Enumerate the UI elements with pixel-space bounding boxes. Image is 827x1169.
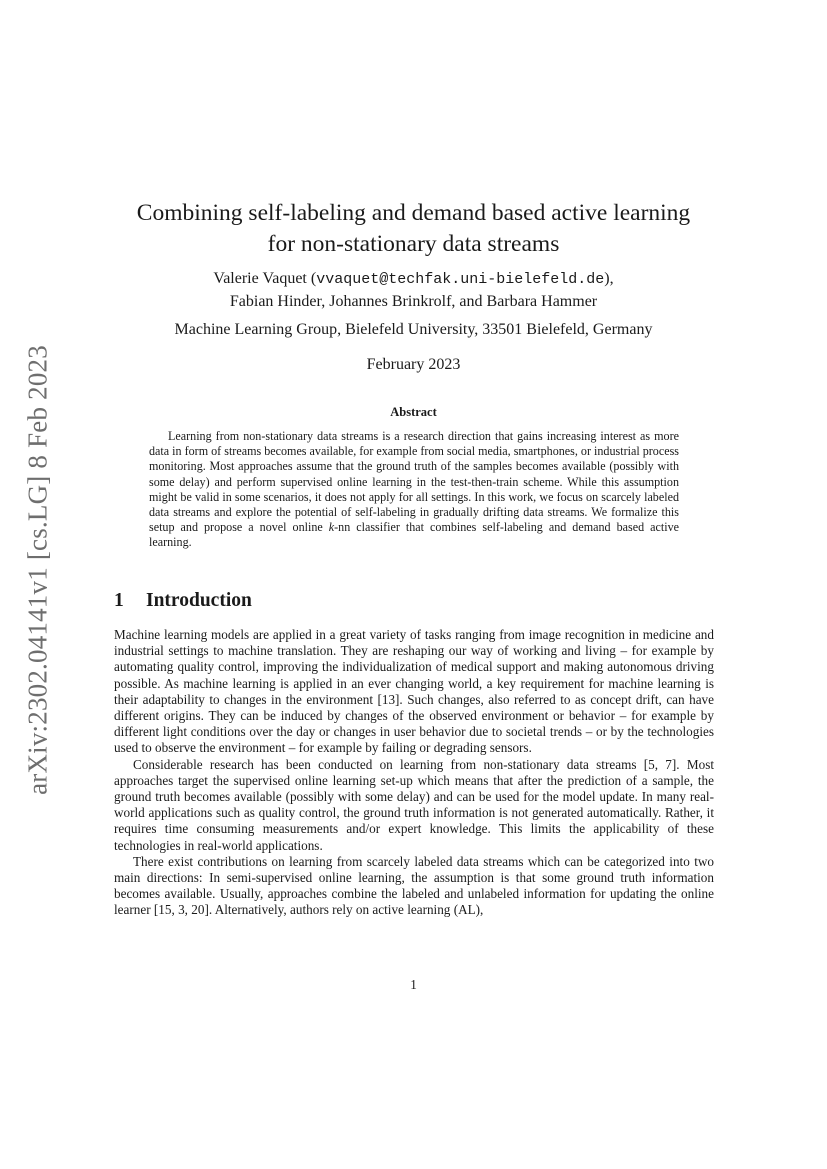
section-number: 1 bbox=[114, 590, 124, 611]
abstract-heading: Abstract bbox=[390, 405, 437, 419]
title-line-1: Combining self-labeling and demand based active learning bbox=[136, 200, 691, 226]
abstract-text-part-2: -nn classifier that combines self-labeling and demand based active learning. bbox=[149, 520, 679, 550]
paragraph-1: Machine learning models are applied in a great variety of tasks ranging from image recognition in medicine and industrial settings to machine translation. They are reshaping our way of working and living – for example by automating quality control, improving the individualization of medical support and making autonomous driving possible. As machine learning is applied in an ever changing world, a key requirement for machine learning is their adaptability to changes in the environment [13]. Such changes, also referred to as concept drift, can have different origins. They can be induced by changes of the observed environment or behavior – for example by different light conditions over the day or changes in user behavior due to societal trends – or by the technologies used to observe the environment – for example by failing or degrading sensors. bbox=[114, 627, 714, 756]
arxiv-side-label[interactable]: arXiv:2302.04141v1 [cs.LG] 8 Feb 2023 bbox=[22, 345, 53, 795]
author-line-2: Fabian Hinder, Johannes Brinkrolf, and Barbara Hammer bbox=[229, 293, 598, 310]
page-number: 1 bbox=[410, 977, 417, 992]
paragraph-2: Considerable research has been conducted on learning from non-stationary data streams [5, 7]. Most approaches target the supervised online learning set-up which means that after the prediction of a sample, the ground truth becomes available (possibly with some delay) and can be used for the model update. In many real-world applications such as quality control, the ground truth information is not generated automatically. Rather, it requires time consuming measurements and/or expert knowledge. This limits the applicability of these technologies in real-world applications. bbox=[114, 756, 714, 853]
first-author: Valerie Vaquet ( bbox=[213, 270, 317, 287]
author-list bbox=[100, 268, 727, 313]
paper-title bbox=[100, 198, 727, 260]
publication-date: February 2023 bbox=[366, 356, 461, 373]
author-line-1 bbox=[100, 268, 727, 291]
introduction-body bbox=[114, 627, 714, 919]
abstract-text-part-1: Learning from non-stationary data streams is a research direction that gains increasing interest as more data in form of streams becomes available, for example from social media, smartphones, or industrial process monitoring. Most approaches assume that the ground truth of the samples becomes available (possibly with some delay) and perform supervised online learning in the test-then-train scheme. While this assumption might be valid in some scenarios, it does not apply for all settings. In this work, we focus on scarcely labeled data streams and explore the potential of self-labeling in gradually drifting data streams. We formalize this setup and propose a novel online bbox=[149, 429, 679, 535]
section-heading-introduction bbox=[114, 590, 252, 612]
affiliation: Machine Learning Group, Bielefeld University, 33501 Bielefeld, Germany bbox=[174, 321, 653, 338]
abstract-k-variable: k bbox=[328, 520, 335, 535]
section-title: Introduction bbox=[146, 590, 252, 611]
paragraph-3: There exist contributions on learning from scarcely labeled data streams which can be categorized into two main directions: In semi-supervised online learning, the assumption is that some ground truth information becomes available. Usually, approaches combine the labeled and unlabeled information for updating the online learner [15, 3, 20]. Alternatively, authors rely on active learning (AL), bbox=[114, 853, 714, 918]
abstract-text bbox=[149, 429, 679, 551]
first-author-close: ), bbox=[604, 270, 614, 287]
title-line-2: for non-stationary data streams bbox=[267, 231, 560, 257]
author-email[interactable]: vvaquet@techfak.uni-bielefeld.de bbox=[316, 271, 605, 288]
